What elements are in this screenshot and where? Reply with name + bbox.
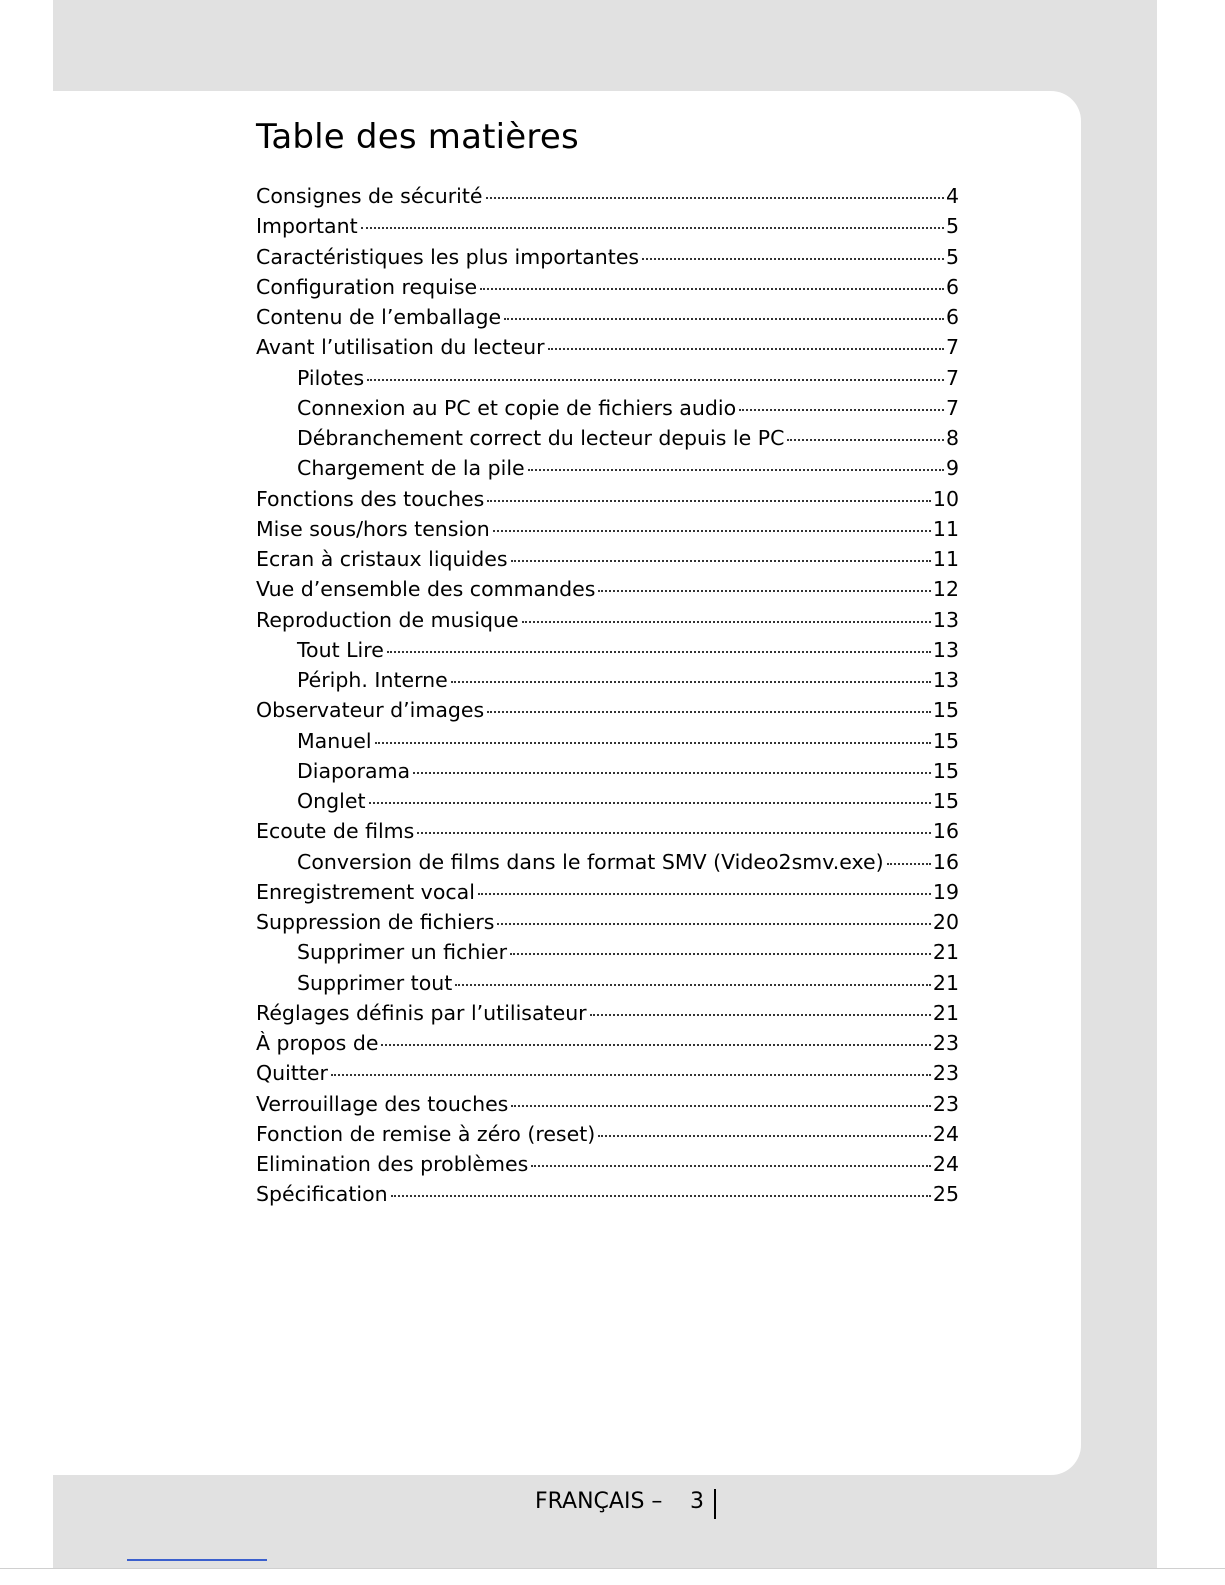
toc-entry-label: Réglages définis par l’utilisateur <box>256 1000 587 1025</box>
toc-entry-page: 5 <box>945 244 959 269</box>
toc-entry-page: 24 <box>932 1152 959 1176</box>
toc-entry-page: 16 <box>932 819 959 844</box>
toc-dot-leader <box>369 802 931 804</box>
scan-edge-line <box>0 1568 1225 1569</box>
toc-dot-leader <box>361 227 944 229</box>
toc-entry[interactable] <box>256 816 959 846</box>
toc-entry[interactable] <box>256 272 959 302</box>
toc-dot-leader <box>642 258 944 260</box>
toc-entry-label: Fonction de remise à zéro (reset) <box>256 1121 596 1146</box>
toc-dot-leader <box>511 560 931 562</box>
toc-dot-leader <box>528 469 944 471</box>
toc-entry-label: Consignes de sécurité <box>256 184 483 208</box>
toc-entry-page: 15 <box>932 728 959 753</box>
toc-entry-label: Configuration requise <box>256 274 478 299</box>
toc-entry-label: Reproduction de musique <box>256 607 519 632</box>
page-title: Table des matières <box>256 117 579 157</box>
footer-divider <box>714 1489 716 1519</box>
toc-dot-leader <box>522 621 931 623</box>
toc-entry[interactable] <box>256 1149 959 1179</box>
toc-entry-page: 21 <box>932 1000 959 1025</box>
toc-entry-page: 20 <box>932 910 959 934</box>
toc-entry-label: Manuel <box>297 728 372 753</box>
toc-dot-leader <box>391 1195 931 1197</box>
toc-dot-leader <box>598 590 930 592</box>
toc-entry-page: 15 <box>932 789 959 813</box>
toc-entry[interactable] <box>256 1179 959 1209</box>
toc-entry-label: Contenu de l’emballage <box>256 305 502 329</box>
toc-dot-leader <box>787 439 944 441</box>
toc-dot-leader <box>480 288 944 290</box>
toc-dot-leader <box>531 1165 931 1167</box>
toc-dot-leader <box>590 1014 931 1016</box>
toc-entry-label: Supprimer un fichier <box>297 940 508 965</box>
toc-entry-label: Verrouillage des touches <box>256 1091 509 1116</box>
toc-dot-leader <box>598 1135 931 1137</box>
toc-dot-leader <box>451 681 931 683</box>
toc-entry-page: 21 <box>932 940 959 965</box>
toc-entry-page: 6 <box>945 305 959 329</box>
toc-entry[interactable] <box>256 393 959 423</box>
toc-dot-leader <box>375 742 931 744</box>
toc-dot-leader <box>548 348 944 350</box>
toc-entry-label: Caractéristiques les plus importantes <box>256 244 640 269</box>
toc-entry[interactable] <box>256 484 959 514</box>
toc-entry-page: 7 <box>945 365 959 390</box>
toc-entry-page: 13 <box>932 668 959 692</box>
toc-dot-leader <box>455 984 931 986</box>
toc-entry-page: 5 <box>945 214 959 239</box>
toc-entry-page: 11 <box>932 516 959 541</box>
toc-entry-label: Enregistrement vocal <box>256 879 475 904</box>
toc-entry-page: 6 <box>945 274 959 299</box>
toc-dot-leader <box>331 1074 931 1076</box>
toc-entry[interactable] <box>256 181 959 211</box>
toc-entry-page: 24 <box>932 1121 959 1146</box>
toc-entry-page: 7 <box>945 395 959 420</box>
toc-dot-leader <box>497 923 930 925</box>
toc-dot-leader <box>486 197 944 199</box>
toc-entry-page: 16 <box>932 849 959 874</box>
toc-entry-page: 23 <box>932 1031 959 1055</box>
toc-entry[interactable] <box>256 847 959 877</box>
toc-entry[interactable] <box>256 453 959 483</box>
toc-dot-leader <box>887 863 931 865</box>
toc-entry[interactable] <box>256 1028 959 1058</box>
toc-entry-page: 15 <box>932 698 959 723</box>
toc-entry-page: 13 <box>932 637 959 662</box>
toc-entry-label: Supprimer tout <box>297 970 453 995</box>
toc-entry[interactable] <box>256 332 959 362</box>
toc-entry-page: 9 <box>945 456 959 481</box>
toc-entry[interactable] <box>256 605 959 635</box>
toc-entry-label: Connexion au PC et copie de fichiers audio <box>297 395 737 420</box>
scan-mark <box>127 1559 267 1561</box>
toc-entry-page: 15 <box>932 758 959 783</box>
footer-page-number: 3 <box>690 1489 704 1514</box>
toc-entry-label: Fonctions des touches <box>256 486 485 511</box>
toc-entry-label: Spécification <box>256 1182 388 1207</box>
toc-entry[interactable] <box>256 635 959 665</box>
toc-entry-label: Suppression de fichiers <box>256 910 495 934</box>
toc-entry[interactable] <box>256 937 959 967</box>
footer-language-label: FRANÇAIS – <box>535 1489 663 1514</box>
toc-dot-leader <box>413 772 931 774</box>
toc-entry-page: 13 <box>932 607 959 632</box>
toc-dot-leader <box>487 711 931 713</box>
toc-entry[interactable] <box>256 1089 959 1119</box>
toc-entry-page: 11 <box>932 547 959 571</box>
toc-entry[interactable] <box>256 726 959 756</box>
toc-entry[interactable] <box>256 998 959 1028</box>
toc-entry[interactable] <box>256 363 959 393</box>
toc-dot-leader <box>367 379 944 381</box>
toc-entry-label: Quitter <box>256 1061 328 1086</box>
toc-entry-label: Pilotes <box>297 365 365 390</box>
toc-entry-label: Vue d’ensemble des commandes <box>256 577 596 602</box>
toc-dot-leader <box>487 500 931 502</box>
toc-entry[interactable] <box>256 302 959 332</box>
toc-entry-label: Conversion de films dans le format SMV (Video2smv.exe) <box>297 849 884 874</box>
toc-entry-label: À propos de <box>256 1031 379 1055</box>
toc-dot-leader <box>739 409 944 411</box>
toc-entry-label: Observateur d’images <box>256 698 485 723</box>
toc-entry-page: 23 <box>932 1091 959 1116</box>
toc-entry[interactable] <box>256 544 959 574</box>
toc-entry-label: Mise sous/hors tension <box>256 516 490 541</box>
toc-entry-label: Ecoute de films <box>256 819 415 844</box>
toc-entry-page: 12 <box>932 577 959 602</box>
toc-entry[interactable] <box>256 514 959 544</box>
toc-entry[interactable] <box>256 1119 959 1149</box>
toc-entry-page: 23 <box>932 1061 959 1086</box>
toc-entry-page: 10 <box>932 486 959 511</box>
toc-entry-label: Tout Lire <box>297 637 384 662</box>
toc-entry[interactable] <box>256 877 959 907</box>
toc-entry[interactable] <box>256 423 959 453</box>
toc-dot-leader <box>478 893 931 895</box>
toc-dot-leader <box>381 1044 930 1046</box>
toc-dot-leader <box>417 832 931 834</box>
toc-entry-label: Périph. Interne <box>297 668 448 692</box>
toc-entry[interactable] <box>256 786 959 816</box>
toc-entry[interactable] <box>256 756 959 786</box>
toc-entry[interactable] <box>256 211 959 241</box>
toc-dot-leader <box>493 530 931 532</box>
toc-entry-page: 8 <box>945 426 959 450</box>
toc-entry-page: 7 <box>945 335 959 360</box>
toc-entry-page: 25 <box>932 1182 959 1207</box>
toc-entry-label: Ecran à cristaux liquides <box>256 547 508 571</box>
toc-entry-page: 19 <box>932 879 959 904</box>
toc-list <box>256 181 959 1210</box>
toc-dot-leader <box>504 318 944 320</box>
toc-dot-leader <box>387 651 931 653</box>
toc-entry-label: Diaporama <box>297 758 411 783</box>
toc-entry-label: Onglet <box>297 789 366 813</box>
toc-entry[interactable] <box>256 242 959 272</box>
toc-entry[interactable] <box>256 574 959 604</box>
toc-entry-page: 4 <box>945 184 959 208</box>
toc-entry-label: Débranchement correct du lecteur depuis le PC <box>297 426 785 450</box>
toc-dot-leader <box>510 953 931 955</box>
toc-dot-leader <box>511 1105 931 1107</box>
toc-entry[interactable] <box>256 1058 959 1088</box>
toc-entry-label: Important <box>256 214 358 239</box>
toc-entry-label: Avant l’utilisation du lecteur <box>256 335 545 360</box>
toc-entry-page: 21 <box>932 970 959 995</box>
toc-entry[interactable] <box>256 665 959 695</box>
toc-entry-label: Chargement de la pile <box>297 456 525 481</box>
toc-entry[interactable] <box>256 907 959 937</box>
toc-entry-label: Elimination des problèmes <box>256 1152 529 1176</box>
toc-entry[interactable] <box>256 695 959 725</box>
toc-entry[interactable] <box>256 968 959 998</box>
